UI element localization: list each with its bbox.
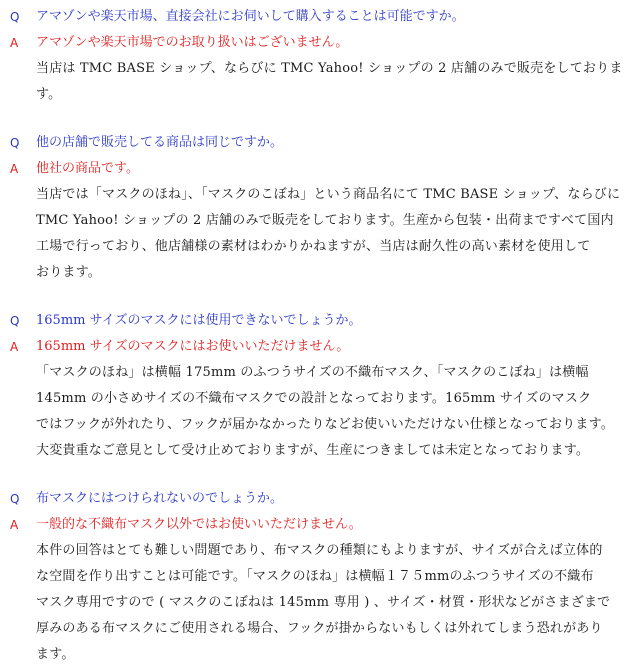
question-line — [10, 486, 630, 512]
question-marker: Q — [10, 10, 20, 24]
answer-marker: A — [10, 162, 19, 176]
faq-item-3 — [10, 308, 630, 464]
question-line — [10, 308, 630, 334]
answer-body: 本件の回答はとても難しい問題であり、布マスクの種類にもよりますが、サイズが合えば立体的 な空間を作り出すことは可能です。「マスクのほね」は横幅１７５mmのふつうサイズの不織布 マスク専用ですので ( マスクのこぼねは 145mm 専用 ) 、サイズ・材質・形状などがさまざまで 厚みのある布マスクにご使用される場合、フックが掛からないもしくは外れてしまう恐れがあり ます。 — [36, 543, 611, 662]
question-text: アマゾンや楽天市場、直接会社にお伺いして購入することは可能ですか。 — [36, 9, 465, 24]
answer-headline: 165mm サイズのマスクにはお使いいただけません。 — [36, 339, 350, 354]
answer-headline-line — [10, 512, 630, 538]
question-marker: Q — [10, 136, 20, 150]
answer-marker: A — [10, 340, 19, 354]
answer-marker: A — [10, 518, 19, 532]
answer-body: 当店では「マスクのほね」、「マスクのこぼね」という商品名にて TMC BASE ショップ、ならびに TMC Yahoo! ショップの 2 店舗のみで販売をしております。生産から包装・出荷まですべて国内 工場で行っており、他店舗様の素材はわかりかねますが、当店は耐久性の高い素材を使用して おります。 — [36, 187, 621, 280]
answer-headline: 他社の商品です。 — [36, 161, 139, 176]
answer-headline-line — [10, 156, 630, 182]
answer-marker: A — [10, 36, 19, 50]
answer-headline-line — [10, 334, 630, 360]
answer-headline: 一般的な不織布マスク以外ではお使いいただけません。 — [36, 517, 362, 532]
faq-item-2 — [10, 130, 630, 286]
answer-body: 当店は TMC BASE ショップ、ならびに TMC Yahoo! ショップの 2 店舗のみで販売をしております。 — [36, 61, 623, 102]
question-line — [10, 130, 630, 156]
question-line — [10, 4, 630, 30]
answer-body: 「マスクのほね」は横幅 175mm のふつうサイズの不織布マスク、「マスクのこぼね」は横幅 145mm の小さめサイズの不織布マスクでの設計となっております。165mm サイズのマスク ではフックが外れたり、フックが届かなかったりなどお使いいただけない仕様となっております。 大変貴重なご意見として受け止めておりますが、生産につきましては未定となっております。 — [36, 365, 614, 458]
question-text: 布マスクにはつけられないのでしょうか。 — [36, 491, 284, 506]
faq-item-1 — [10, 4, 630, 108]
question-text: 165mm サイズのマスクには使用できないでしょうか。 — [36, 313, 362, 328]
answer-headline: アマゾンや楽天市場でのお取り扱いはございません。 — [36, 35, 349, 50]
question-marker: Q — [10, 314, 20, 328]
faq-item-4 — [10, 486, 630, 668]
question-text: 他の店舗で販売してる商品は同じですか。 — [36, 135, 284, 150]
answer-headline-line — [10, 30, 630, 56]
question-marker: Q — [10, 492, 20, 506]
